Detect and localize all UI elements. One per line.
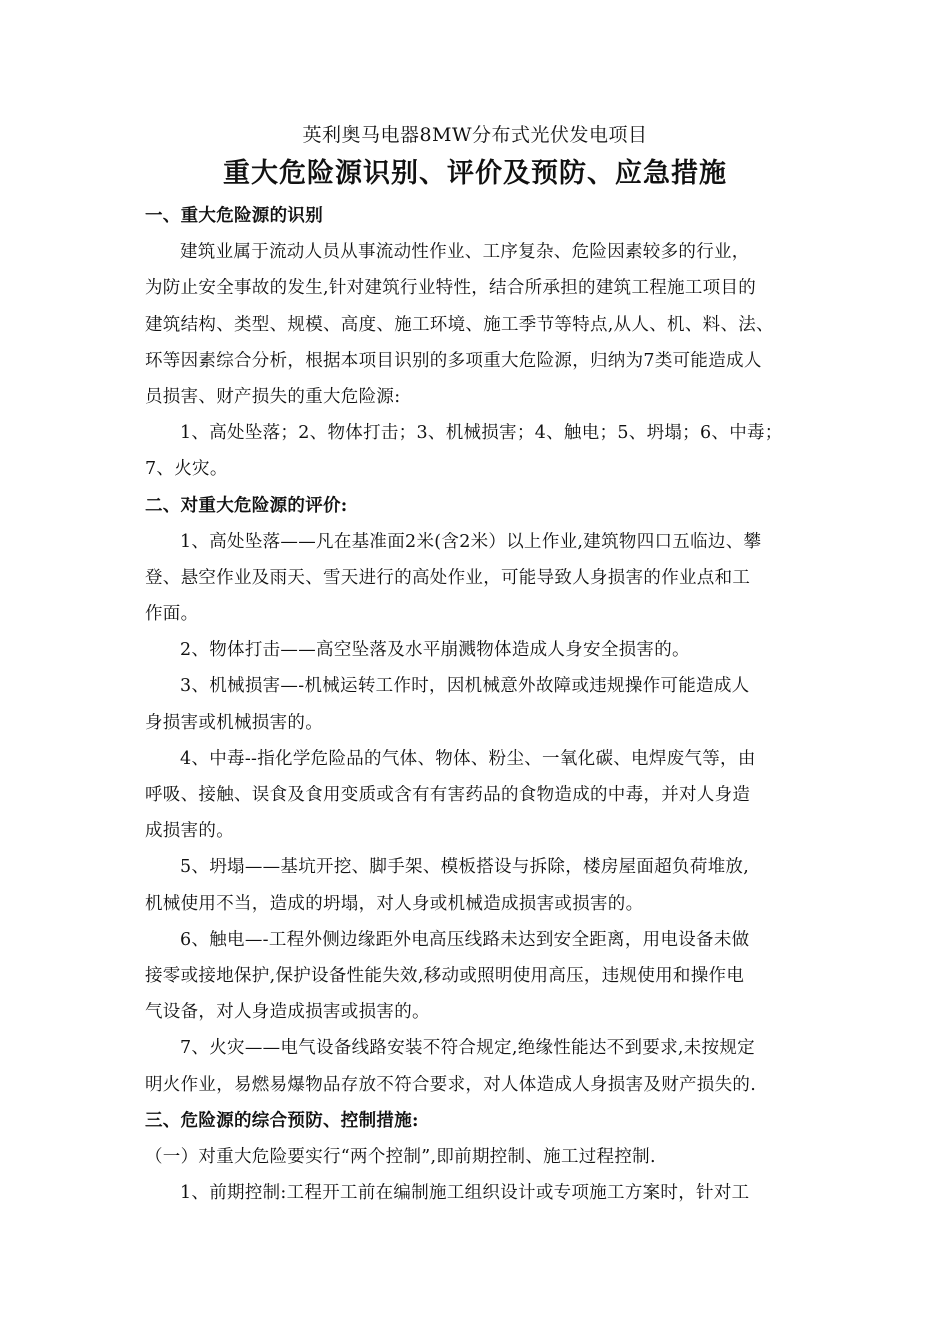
document-subtitle: 英利奥马电器8MW分布式光伏发电项目 [302, 124, 648, 146]
section-heading-3: 三、危险源的综合预防、控制措施: [145, 1110, 419, 1131]
document-body [145, 198, 825, 1211]
document-title: 重大危险源识别、评价及预防、应急措施 [223, 158, 727, 189]
paragraph-line: 4、中毒--指化学危险品的气体、物体、粉尘、一氧化碳、电焊废气等，由 [180, 748, 756, 769]
paragraph-line: 员损害、财产损失的重大危险源: [145, 386, 401, 407]
paragraph-line: 接零或接地保护,保护设备性能失效,移动或照明使用高压，违规使用和操作电 [145, 965, 745, 986]
hazard-list-line: 1、高处坠落；2、物体打击；3、机械损害；4、触电；5、坍塌；6、中毒； [180, 423, 783, 444]
paragraph-line: 6、触电—-工程外侧边缘距外电高压线路未达到安全距离，用电设备未做 [180, 929, 750, 950]
paragraph-line: 登、悬空作业及雨天、雪天进行的高处作业，可能导致人身损害的作业点和工 [145, 567, 751, 588]
hazard-list-line: 7、火灾。 [145, 459, 228, 480]
paragraph-line: 5、坍塌——基坑开挖、脚手架、模板搭设与拆除，楼房屋面超负荷堆放, [180, 857, 750, 878]
paragraph-line: 7、火灾——电气设备线路安装不符合规定,绝缘性能达不到要求,未按规定 [180, 1038, 755, 1059]
section-heading-1: 一、重大危险源的识别 [145, 206, 323, 226]
paragraph-line: 明火作业，易燃易爆物品存放不符合要求，对人体造成人身损害及财产损失的. [145, 1074, 757, 1095]
paragraph-line: 2、物体打击——高空坠落及水平崩溅物体造成人身安全损害的。 [180, 640, 690, 661]
paragraph-line: 1、前期控制:工程开工前在编制施工组织设计或专项施工方案时，针对工 [180, 1183, 750, 1204]
paragraph-line: 成损害的。 [145, 821, 234, 842]
paragraph-line: 建筑业属于流动人员从事流动性作业、工序复杂、危险因素较多的行业， [180, 242, 750, 263]
paragraph-line: 气设备，对人身造成损害或损害的。 [145, 1002, 430, 1023]
paragraph-line: 作面。 [145, 604, 199, 625]
paragraph-line: 3、机械损害—-机械运转工作时，因机械意外故障或违规操作可能造成人 [180, 676, 750, 697]
paragraph-line: 建筑结构、类型、规模、高度、施工环境、施工季节等特点,从人、机、料、法、 [145, 314, 774, 335]
paragraph-line: 身损害或机械损害的。 [145, 712, 323, 733]
paragraph-line: 呼吸、接触、误食及食用变质或含有有害药品的食物造成的中毒，并对人身造 [145, 785, 751, 805]
paragraph-line: 环等因素综合分析，根据本项目识别的多项重大危险源，归纳为7类可能造成人 [145, 350, 762, 371]
section-heading-2: 二、对重大危险源的评价: [145, 495, 348, 516]
subsection-heading: （一）对重大危险要实行“两个控制”,即前期控制、施工过程控制. [145, 1146, 656, 1167]
paragraph-line: 1、高处坠落——凡在基准面2米(含2米）以上作业,建筑物四口五临边、攀 [180, 531, 762, 552]
paragraph-line: 机械使用不当，造成的坍塌，对人身或机械造成损害或损害的。 [145, 893, 644, 914]
paragraph-line: 为防止安全事故的发生,针对建筑行业特性，结合所承担的建筑工程施工项目的 [145, 278, 757, 299]
